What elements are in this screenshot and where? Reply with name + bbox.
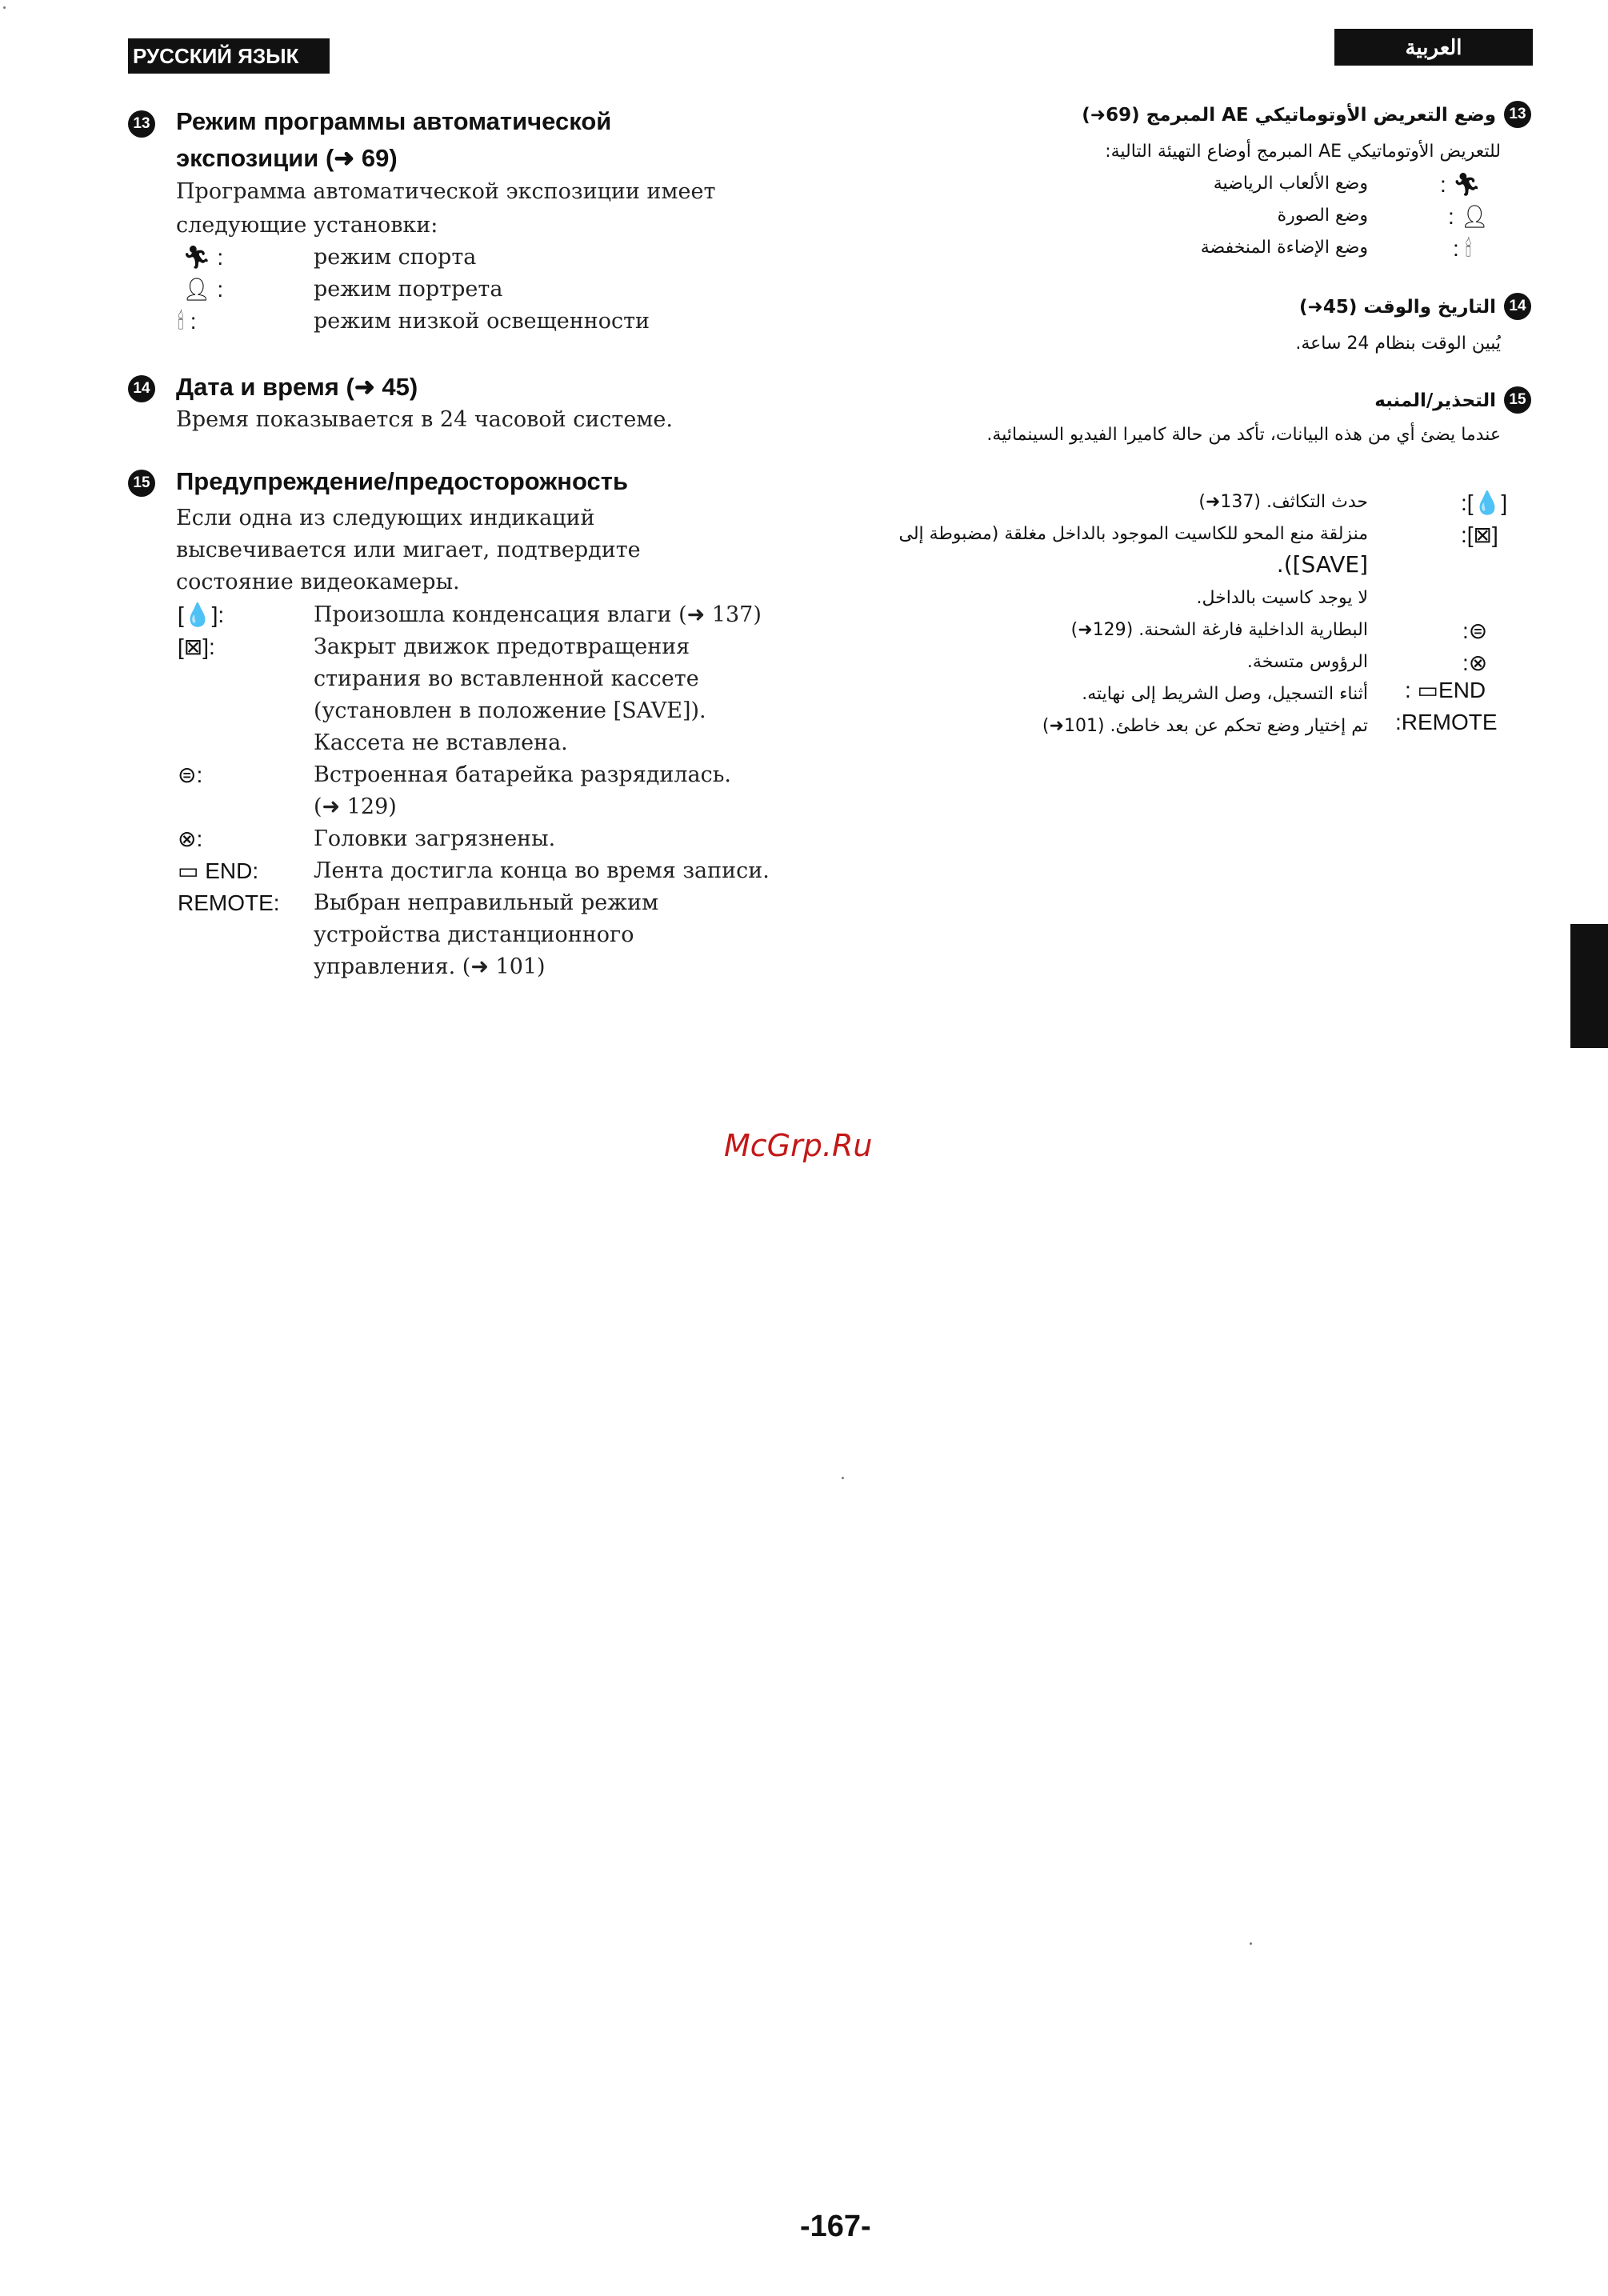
ar-erase-prevention-line2: [SAVE]).	[1276, 551, 1368, 578]
ru-no-cassette-text: Кассета не вставлена.	[314, 730, 568, 755]
ru-battery-line1: Встроенная батарейка разрядилась.	[314, 762, 732, 787]
ru-s15-title: Предупреждение/предосторожность	[176, 467, 629, 495]
ru-erase-prevention-line1: Закрыт движок предотвращения	[314, 634, 690, 659]
language-tab-arabic: العربية	[1334, 29, 1533, 66]
ru-s14-title: Дата и время (➜ 45)	[176, 373, 418, 401]
watermark: McGrp.Ru	[724, 1128, 873, 1163]
scan-speck	[1250, 1942, 1252, 1945]
page-number: -167-	[800, 2210, 871, 2243]
ar-portrait-mode-text: وضع الصورة	[1277, 206, 1368, 226]
ru-s13-body-line2: следующие установки:	[176, 213, 438, 238]
ru-s15-body-line3: состояние видеокамеры.	[176, 570, 460, 594]
ru-s14-body: Время показывается в 24 часовой системе.	[176, 407, 673, 432]
ru-s13-title-line1: Режим программы автоматической	[176, 107, 612, 135]
ar-portrait-mode-icon: : 👤︎	[1448, 204, 1490, 229]
ar-section-number-13: 13	[1504, 101, 1531, 128]
ar-s13-title: وضع التعريض الأوتوماتيكي AE المبرمج (69➜)	[1082, 105, 1496, 126]
ar-remote-label: :REMOTE	[1395, 710, 1498, 734]
dirty-heads-icon: ⊗:	[178, 826, 203, 851]
ar-sports-mode-icon: : 🏃︎	[1440, 172, 1482, 197]
scan-speck	[3, 6, 6, 9]
ar-battery-text: البطارية الداخلية فارغة الشحنة. (129➜)	[1070, 620, 1368, 640]
ar-remote-text: تم إختيار وضع تحكم عن بعد خاطئ. (101➜)	[1042, 716, 1368, 736]
ar-section-number-14: 14	[1504, 293, 1531, 320]
ru-battery-line2: (➜ 129)	[314, 794, 397, 819]
ru-erase-prevention-line3: (установлен в положение [SAVE]).	[314, 698, 706, 723]
ru-s15-body-line1: Если одна из следующих индикаций	[176, 506, 595, 530]
ar-low-light-mode-text: وضع الإضاءة المنخفضة	[1200, 238, 1368, 258]
ru-condensation-text: Произошла конденсация влаги (➜ 137)	[314, 602, 762, 627]
ar-erase-prevention-line1: منزلقة منع المحو للكاسيت الموجود بالداخل مغلقة (مضبوطة إلى	[898, 524, 1368, 544]
section-number-15: 15	[128, 470, 155, 497]
sports-mode-icon: 🏃︎ :	[182, 245, 224, 270]
ar-tape-end-icon: : ▭END	[1405, 678, 1486, 702]
ar-battery-empty-icon: :⊜	[1462, 618, 1488, 643]
remote-label: REMOTE:	[178, 890, 280, 915]
ru-low-light-mode-text: режим низкой освещенности	[314, 309, 650, 334]
ar-erase-prevention-icon: :[⊠]	[1461, 522, 1498, 547]
ar-section-number-15: 15	[1504, 386, 1531, 414]
page-edge-tab	[1570, 924, 1608, 1048]
ar-condensation-icon: :[💧]	[1461, 490, 1508, 515]
ru-portrait-mode-text: режим портрета	[314, 277, 503, 302]
language-tab-russian: РУССКИЙ ЯЗЫК	[128, 38, 330, 74]
section-number-14: 14	[128, 375, 155, 402]
ru-dirty-heads-text: Головки загрязнены.	[314, 826, 556, 851]
ar-s13-body: للتعريض الأوتوماتيكي AE المبرمج أوضاع التهيئة التالية:	[1105, 142, 1501, 162]
ru-remote-line2: устройства дистанционного	[314, 922, 634, 947]
low-light-mode-icon: 🕯︎ :	[178, 309, 197, 334]
ar-dirty-heads-icon: :⊗	[1462, 650, 1488, 675]
ru-s13-title-line2: экспозиции (➜ 69)	[176, 144, 398, 172]
ar-no-cassette-text: لا يوجد كاسيت بالداخل.	[1196, 588, 1368, 608]
ar-tape-end-text: أثناء التسجيل، وصل الشريط إلى نهايته.	[1082, 684, 1368, 704]
ar-s14-title: التاريخ والوقت (45➜)	[1299, 297, 1496, 318]
ru-s13-body-line1: Программа автоматической экспозиции имеет	[176, 179, 716, 204]
ar-s15-title: التحذير/المنبه	[1374, 390, 1496, 411]
ru-tape-end-text: Лента достигла конца во время записи.	[314, 858, 770, 883]
ru-s15-body-line2: высвечивается или мигает, подтвердите	[176, 538, 641, 562]
ru-sports-mode-text: режим спорта	[314, 245, 477, 270]
ru-remote-line1: Выбран неправильный режим	[314, 890, 659, 915]
ar-s15-body: عندما يضئ أي من هذه البيانات، تأكد من حالة كاميرا الفيديو السينمائية.	[986, 425, 1501, 445]
ar-condensation-text: حدث التكاثف. (137➜)	[1198, 492, 1368, 512]
ru-remote-line3: управления. (➜ 101)	[314, 954, 546, 979]
portrait-mode-icon: 👤︎ :	[182, 277, 224, 302]
ar-sports-mode-text: وضع الألعاب الرياضية	[1213, 174, 1368, 194]
battery-empty-icon: ⊜:	[178, 762, 203, 787]
erase-prevention-icon: [⊠]:	[178, 634, 215, 659]
ar-s14-body: يُبين الوقت بنظام 24 ساعة.	[1295, 334, 1501, 354]
scan-speck	[842, 1477, 844, 1479]
ar-dirty-heads-text: الرؤوس متسخة.	[1246, 652, 1368, 672]
ru-erase-prevention-line2: стирания во вставленной кассете	[314, 666, 699, 691]
section-number-13: 13	[128, 110, 155, 138]
ar-low-light-mode-icon: : 🕯︎	[1453, 236, 1472, 261]
tape-end-icon: ▭ END:	[178, 858, 259, 883]
condensation-icon: [💧]:	[178, 602, 225, 627]
